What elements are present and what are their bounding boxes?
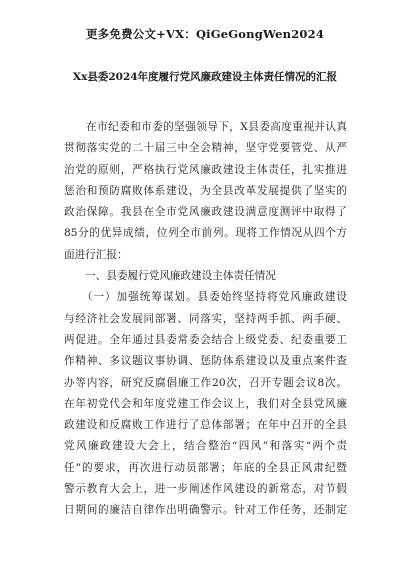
body-line: （一）加强统筹谋划。县委始终坚持将党风廉政建设 bbox=[64, 291, 347, 304]
header-note: 更多免费公文+VX：QiGeGongWen2024 bbox=[85, 27, 325, 41]
body-line: 一、县委履行党风廉政建设主体责任情况 bbox=[64, 270, 276, 283]
body-line: 治党的原则，严格执行党风廉政建设主体责任，扎实推进 bbox=[64, 163, 347, 176]
body-line: 85分的优异成绩，位列全市前列。现将工作情况从四个方 bbox=[64, 227, 347, 240]
body-line: 在市纪委和市委的坚强领导下，X县委高度重视并认真 bbox=[64, 121, 347, 133]
body-line: 政治保障。我县在全市党风廉政建设满意度测评中取得了 bbox=[64, 206, 347, 219]
body-line: 办等内容，研究反腐倡廉工作20次，召开专题会议8次。 bbox=[64, 376, 347, 389]
body-line: 日期间的廉洁自律作出明确警示。针对工作任务，还制定 bbox=[64, 504, 347, 517]
body-line: 贯彻落实党的二十届三中全会精神，坚守党要管党、从严 bbox=[64, 142, 347, 155]
body-line: 政建设和反腐败工作进行了总体部署；在年中召开的全县 bbox=[64, 419, 347, 432]
body-line: 与经济社会发展同部署、同落实，坚持两手抓、两手硬、 bbox=[64, 312, 347, 325]
body-line: 惩治和预防腐败体系建设，为全县改革发展提供了坚实的 bbox=[64, 184, 347, 197]
body-line: 在年初党代会和年度党建工作会议上，我们对全县党风廉 bbox=[64, 397, 347, 410]
body-line: 面进行汇报： bbox=[64, 248, 128, 261]
document-body bbox=[64, 117, 347, 522]
body-line: 作精神、多议题议事协调、惩防体系建设以及重点案件查 bbox=[64, 355, 347, 368]
body-line: 党风廉政建设大会上，结合整治“四风”和落实“两个责 bbox=[64, 440, 347, 453]
body-line: 两促进。全年通过县委常委会结合上级党委、纪委重要工 bbox=[64, 333, 347, 346]
body-line: 警示教育大会上，进一步阐述作风建设的新常态，对节假 bbox=[64, 483, 347, 496]
body-line: 任”的要求，再次进行动员部署；年底的全县正风肃纪暨 bbox=[64, 461, 347, 474]
document-title: Xx县委2024年度履行党风廉政建设主体责任情况的汇报 bbox=[72, 71, 338, 83]
